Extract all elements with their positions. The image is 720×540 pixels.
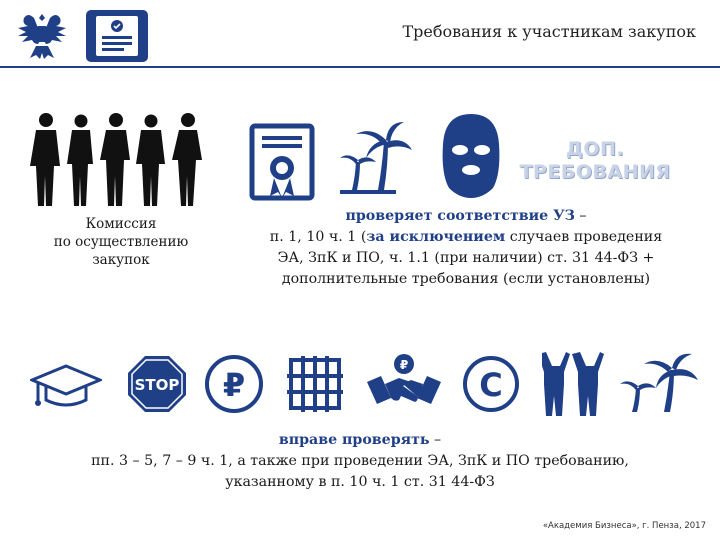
may-check-lead: вправе проверять <box>278 432 430 448</box>
may-check-line-1 <box>28 430 692 451</box>
people-raised-hands-icon <box>542 352 608 416</box>
checks-line-4: дополнительные требования (если установлены) <box>281 271 651 287</box>
graduation-cap-icon <box>30 362 102 412</box>
commission-people-icon <box>28 112 214 208</box>
copyright-symbol: C <box>479 366 503 404</box>
page-title: Требования к участникам закупок <box>402 22 696 41</box>
header-divider <box>0 66 720 68</box>
footer-credit: «Академия Бизнеса», г. Пенза, 2017 <box>542 521 706 531</box>
document-logo-icon <box>86 10 148 62</box>
checks-exception: за исключением <box>366 229 506 245</box>
checks-line-2 <box>228 227 704 248</box>
commission-label <box>28 215 214 269</box>
balaclava-mask-icon <box>440 112 502 198</box>
checks-line-2-b: случаев проведения <box>505 229 663 245</box>
ruble-icon <box>204 352 264 416</box>
stop-sign-icon <box>128 352 186 416</box>
stop-text: STOP <box>134 376 180 394</box>
commission-line-3: закупок <box>92 252 150 268</box>
may-check-text-block <box>28 430 692 493</box>
extra-requirements-line-2: ТРЕБОВАНИЯ <box>519 161 671 183</box>
checks-line-3: ЭА, ЗпК и ПО, ч. 1.1 (при наличии) ст. 31 44-ФЗ + <box>277 250 655 266</box>
coat-of-arms-icon <box>12 8 72 64</box>
extra-requirements-line-1: ДОП. <box>565 138 625 160</box>
palm-trees-icon-2 <box>618 352 700 416</box>
checks-line-1 <box>228 206 704 227</box>
checks-text-block <box>228 206 704 290</box>
may-check-line-3: указанному в п. 10 ч. 1 ст. 31 44-ФЗ <box>225 474 495 490</box>
commission-line-2: по осуществлению <box>53 234 189 250</box>
palm-trees-icon <box>340 120 412 196</box>
handshake-ruble-icon <box>365 352 443 416</box>
checks-dash: – <box>574 208 587 224</box>
ruble-symbol: ₽ <box>222 366 246 404</box>
may-check-line-2: пп. 3 – 5, 7 – 9 ч. 1, а также при проведении ЭА, ЗпК и ПО требованию, <box>91 453 629 469</box>
extra-requirements-label <box>500 138 690 184</box>
handshake-ruble-symbol: ₽ <box>399 358 409 372</box>
copyright-icon <box>462 352 520 416</box>
commission-line-1: Комиссия <box>85 216 157 232</box>
checks-lead: проверяет соответствие УЗ <box>345 208 575 224</box>
certificate-icon <box>248 122 316 202</box>
prison-bars-icon <box>285 352 345 416</box>
may-check-dash: – <box>429 432 442 448</box>
checks-line-2-a: п. 1, 10 ч. 1 ( <box>269 229 367 245</box>
